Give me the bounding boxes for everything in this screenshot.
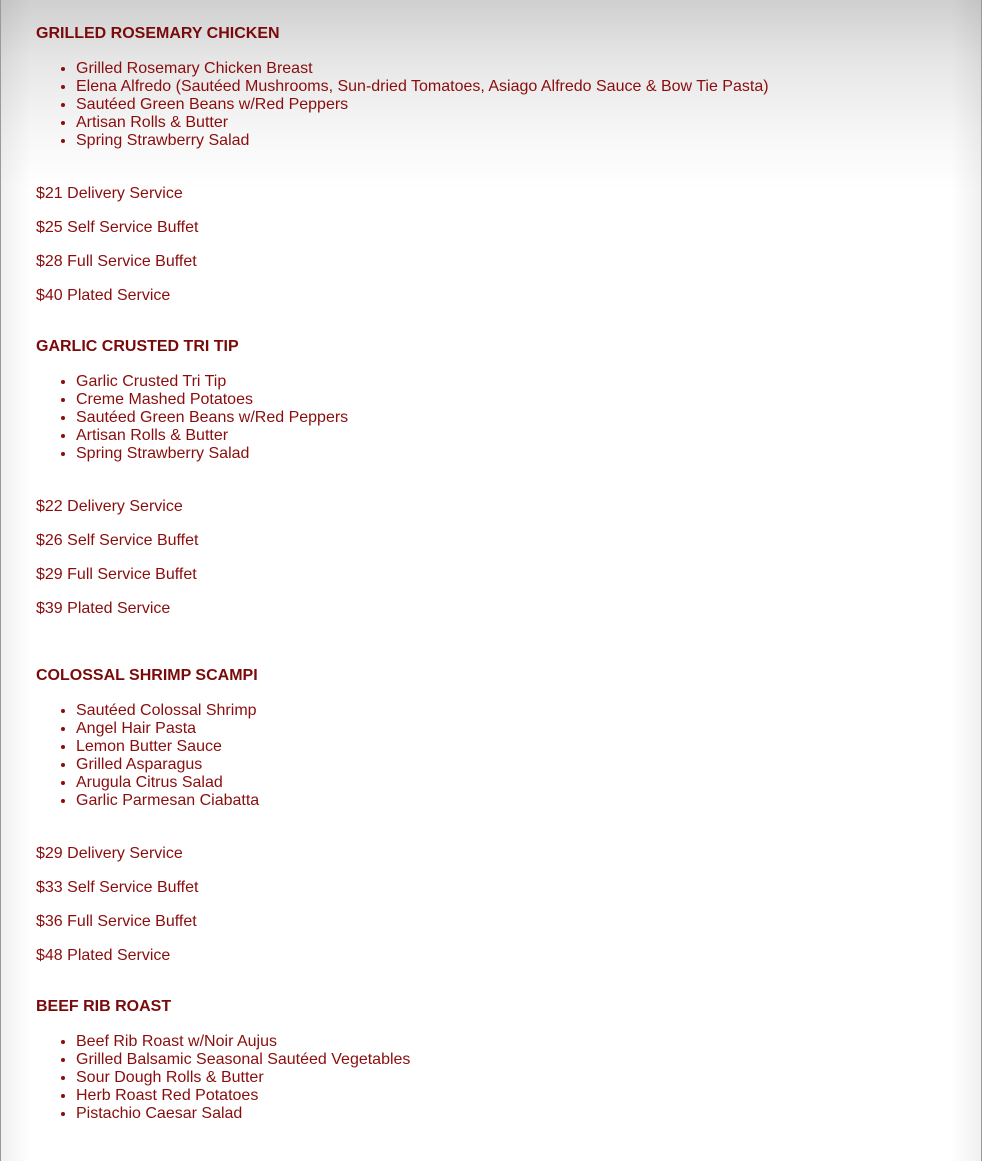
menu-item: • Grilled Asparagus	[76, 756, 981, 774]
menu-item: • Sour Dough Rolls & Butter	[76, 1069, 981, 1087]
menu-item: • Garlic Crusted Tri Tip	[76, 373, 981, 391]
menu-item: • Artisan Rolls & Butter	[76, 427, 981, 445]
price-self-service: $26 Self Service Buffet	[36, 532, 199, 549]
menu-items-list	[36, 373, 981, 463]
menu-item: • Lemon Butter Sauce	[76, 738, 981, 756]
menu-item: • Spring Strawberry Salad	[76, 132, 981, 150]
menu-items-list	[36, 702, 981, 810]
price-self-service: $33 Self Service Buffet	[36, 879, 199, 896]
menu-item: • Beef Rib Roast w/Noir Aujus	[76, 1033, 981, 1051]
price-full-service: $28 Full Service Buffet	[36, 253, 197, 270]
menu-section-grilled-rosemary-chicken	[36, 24, 981, 305]
menu-item: • Garlic Parmesan Ciabatta	[76, 792, 981, 810]
menu-item: • Herb Roast Red Potatoes	[76, 1087, 981, 1105]
menu-item: • Sautéed Green Beans w/Red Peppers	[76, 96, 981, 114]
price-plated: $40 Plated Service	[36, 287, 171, 304]
menu-item: • Sautéed Colossal Shrimp	[76, 702, 981, 720]
section-title: BEEF RIB ROAST	[36, 998, 172, 1015]
price-self-service: $25 Self Service Buffet	[36, 219, 199, 236]
menu-item: • Arugula Citrus Salad	[76, 774, 981, 792]
section-title: GARLIC CRUSTED TRI TIP	[36, 338, 239, 355]
menu-section-colossal-shrimp-scampi	[36, 666, 981, 965]
price-delivery: $22 Delivery Service	[36, 498, 183, 515]
price-list	[36, 185, 981, 305]
price-full-service: $29 Full Service Buffet	[36, 566, 197, 583]
menu-item: • Grilled Rosemary Chicken Breast	[76, 60, 981, 78]
menu-content	[1, 0, 981, 1123]
menu-item: • Angel Hair Pasta	[76, 720, 981, 738]
section-title: COLOSSAL SHRIMP SCAMPI	[36, 667, 258, 684]
price-list	[36, 845, 981, 965]
menu-item: • Spring Strawberry Salad	[76, 445, 981, 463]
menu-item: • Grilled Balsamic Seasonal Sautéed Vegetables	[76, 1051, 981, 1069]
menu-item: • Artisan Rolls & Butter	[76, 114, 981, 132]
section-title: GRILLED ROSEMARY CHICKEN	[36, 25, 280, 42]
price-delivery: $29 Delivery Service	[36, 845, 183, 862]
price-plated: $48 Plated Service	[36, 947, 171, 964]
price-full-service: $36 Full Service Buffet	[36, 913, 197, 930]
price-delivery: $21 Delivery Service	[36, 185, 183, 202]
menu-item: • Elena Alfredo (Sautéed Mushrooms, Sun-dried Tomatoes, Asiago Alfredo Sauce & Bow Tie Pasta)	[76, 78, 981, 96]
menu-section-beef-rib-roast	[36, 997, 981, 1123]
menu-section-garlic-crusted-tri-tip	[36, 337, 981, 618]
menu-item: • Sautéed Green Beans w/Red Peppers	[76, 409, 981, 427]
menu-item: • Creme Mashed Potatoes	[76, 391, 981, 409]
menu-item: • Pistachio Caesar Salad	[76, 1105, 981, 1123]
menu-items-list	[36, 60, 981, 150]
price-list	[36, 498, 981, 618]
menu-items-list	[36, 1033, 981, 1123]
price-plated: $39 Plated Service	[36, 600, 171, 617]
